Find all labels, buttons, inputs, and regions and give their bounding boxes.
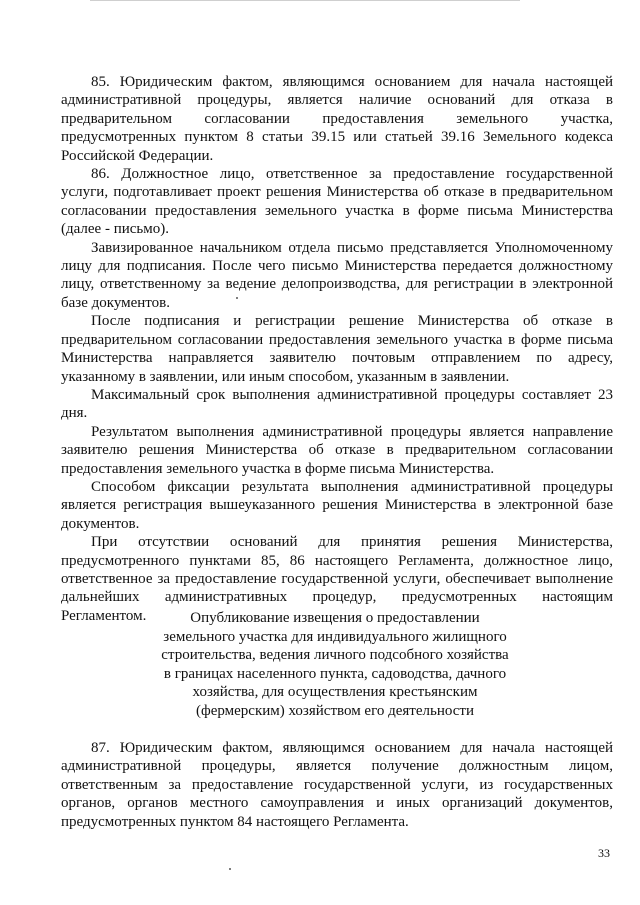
paragraph-85: 85. Юридическим фактом, являющимся основанием для начала настоящей административной процедуры, является наличие оснований для отказа в предварительном согласовании предоставления земельного участка, предусмотренных пунктом 8 статьи 39.15 или статьей 39.16 Земельного кодекса Российской Федерации. — [61, 74, 613, 164]
section-heading — [120, 609, 550, 720]
paragraph-letter-sending: После подписания и регистрации решение Министерства об отказе в предварительном согласовании предоставления земельного участка в форме письма Министерства направляется заявителю почтовым отправлением по адресу, указанному в заявлении, или иным способом, указанным в заявлении. — [61, 313, 613, 385]
paragraph-86: 86. Должностное лицо, ответственное за предоставление государственной услуги, подготавливает проект решения Министерства об отказе в предварительном согласовании предоставления земельного участка в форме письма Министерства (далее - письмо). — [61, 166, 613, 238]
paragraph-fixation: Способом фиксации результата выполнения административной процедуры является регистрация вышеуказанного решения Министерства в электронной базе документов. — [61, 478, 613, 532]
paragraph-no-grounds: При отсутствии оснований для принятия решения Министерства, предусмотренного пунктами 85, 86 настоящего Регламента, должностное лицо, ответственное за предоставление государственной услуги, обеспечивает выполнение дальнейших административных процедур, предусмотренных настоящим Регламентом. — [61, 534, 613, 624]
section-heading-line: хозяйства, для осуществления крестьянским — [192, 684, 478, 700]
section-heading-line: (фермерским) хозяйством его деятельности — [196, 702, 474, 719]
body-text-lower — [61, 739, 613, 831]
section-heading-line: в границах населенного пункта, садоводства, дачного — [163, 665, 507, 682]
scan-top-edge — [90, 0, 520, 1]
scan-speck — [229, 868, 231, 870]
paragraph-letter-signing: Завизированное начальником отдела письмо представляется Уполномоченному лицу для подписания. После чего письмо Министерства передается должностному лицу, ответственному за ведение делопроизводства, для регистрации в электронной базе документов. — [61, 239, 613, 311]
section-heading-line: земельного участка для индивидуального жилищного — [163, 628, 507, 645]
paragraph-result: Результатом выполнения административной процедуры является направление заявителю решения Министерства об отказе в предварительном согласовании предоставления земельного участка в форме письма Министерства. — [61, 423, 613, 477]
body-text-upper — [61, 73, 613, 625]
section-heading-line: строительства, ведения личного подсобного хозяйства — [161, 647, 509, 663]
paragraph-87: 87. Юридическим фактом, являющимся основанием для начала настоящей административной процедуры, является получение должностным лицом, ответственным за предоставление государственной услуги, из государственных органов, органов местного самоуправления и иных организаций документов, предусмотренных пунктом 84 настоящего Регламента. — [61, 740, 613, 830]
section-heading-line: Опубликование извещения о предоставлении — [190, 610, 480, 626]
paragraph-max-term: Максимальный срок выполнения административной процедуры составляет 23 дня. — [61, 386, 613, 422]
scan-speck — [236, 297, 238, 299]
page-number: 33 — [598, 846, 610, 860]
